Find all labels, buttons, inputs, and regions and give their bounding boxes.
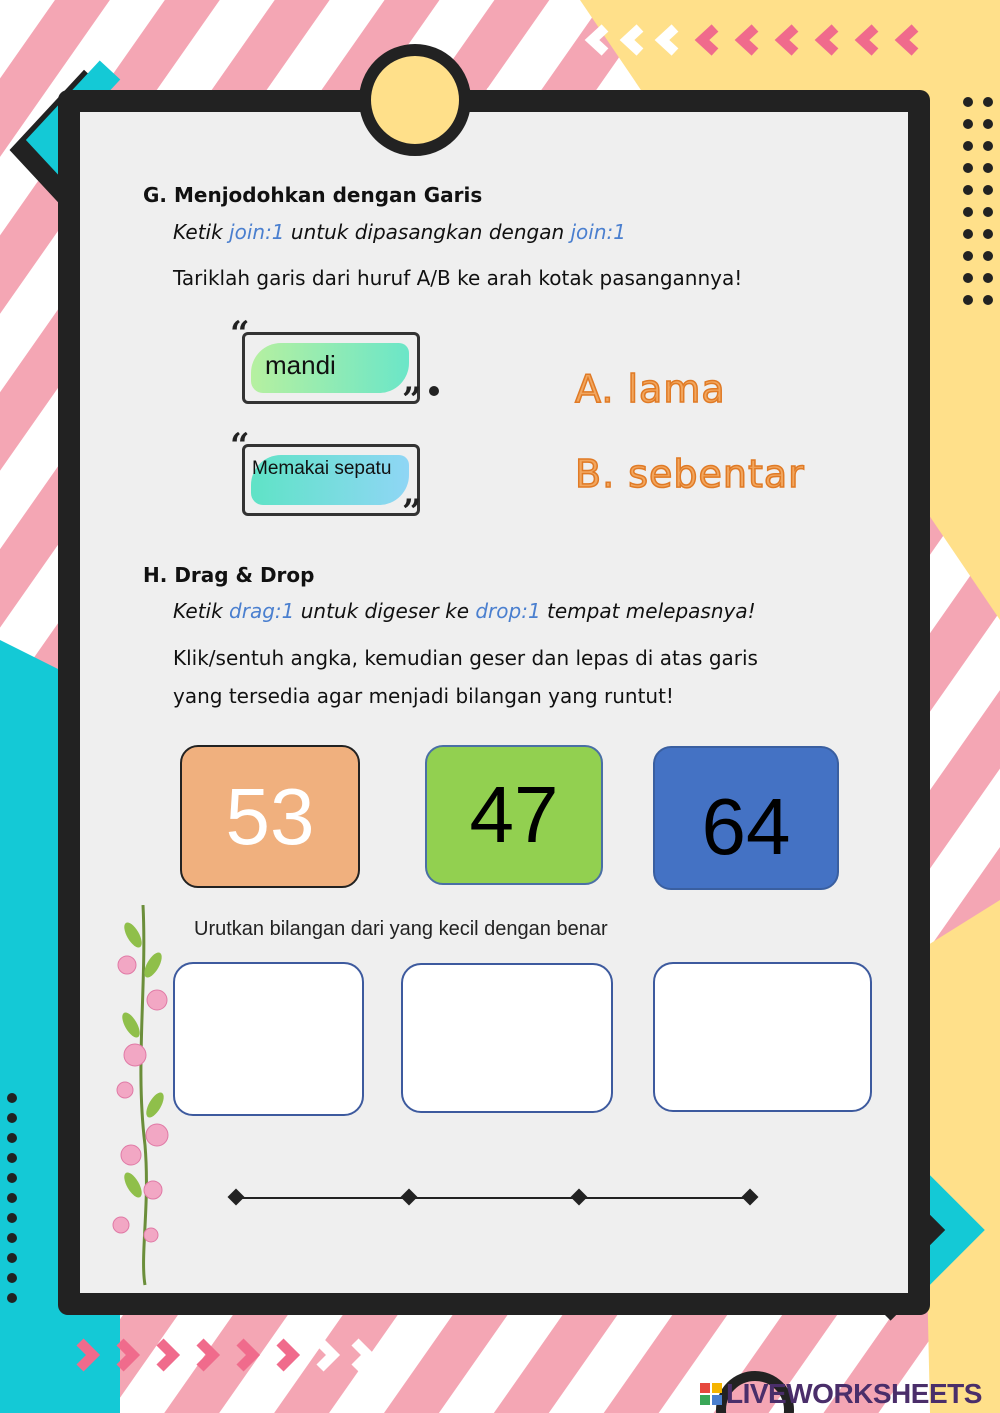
yellow-circle-decoration <box>355 40 475 160</box>
section-h-heading: H. Drag & Drop <box>143 563 315 587</box>
close-quote-icon: ” <box>402 492 422 532</box>
drop-box-2[interactable] <box>401 963 613 1113</box>
section-g-instruction: Ketik join:1 untuk dipasangkan dengan join:1 <box>173 220 626 244</box>
join-dot[interactable] <box>429 386 439 396</box>
liveworksheets-logo <box>700 1378 982 1410</box>
close-quote-icon: ” <box>402 380 422 420</box>
number-line <box>225 1185 765 1211</box>
flower-branch-decoration <box>95 905 195 1290</box>
sort-instruction: Urutkan bilangan dari yang kecil dengan benar <box>194 918 608 940</box>
section-g-heading: G. Menjodohkan dengan Garis <box>143 183 483 207</box>
drop-box-1[interactable] <box>173 962 364 1116</box>
word-box-mandi[interactable] <box>230 314 430 420</box>
word-label: mandi <box>265 350 336 380</box>
section-g-task: Tariklah garis dari huruf A/B ke arah kotak pasangannya! <box>173 266 743 290</box>
logo-icon <box>700 1383 722 1405</box>
logo-text: LIVEWORKSHEETS <box>726 1378 982 1409</box>
word-box-memakai-sepatu[interactable] <box>230 426 430 532</box>
drop-box-3[interactable] <box>653 962 872 1112</box>
section-h-instruction: Ketik drag:1 untuk digeser ke drop:1 tempat melepasnya! <box>173 599 756 623</box>
option-b[interactable]: B. sebentar <box>575 452 805 496</box>
word-label: Memakai sepatu <box>252 458 392 479</box>
option-a[interactable]: A. lama <box>575 367 726 411</box>
number-card-64[interactable]: 64 <box>653 746 839 890</box>
number-card-47[interactable]: 47 <box>425 745 603 885</box>
open-quote-icon: “ <box>230 314 250 354</box>
number-card-53[interactable]: 53 <box>180 745 360 888</box>
section-h-task-line2: yang tersedia agar menjadi bilangan yang runtut! <box>173 684 674 708</box>
section-h-task-line1: Klik/sentuh angka, kemudian geser dan lepas di atas garis <box>173 646 758 670</box>
open-quote-icon: “ <box>230 426 250 466</box>
